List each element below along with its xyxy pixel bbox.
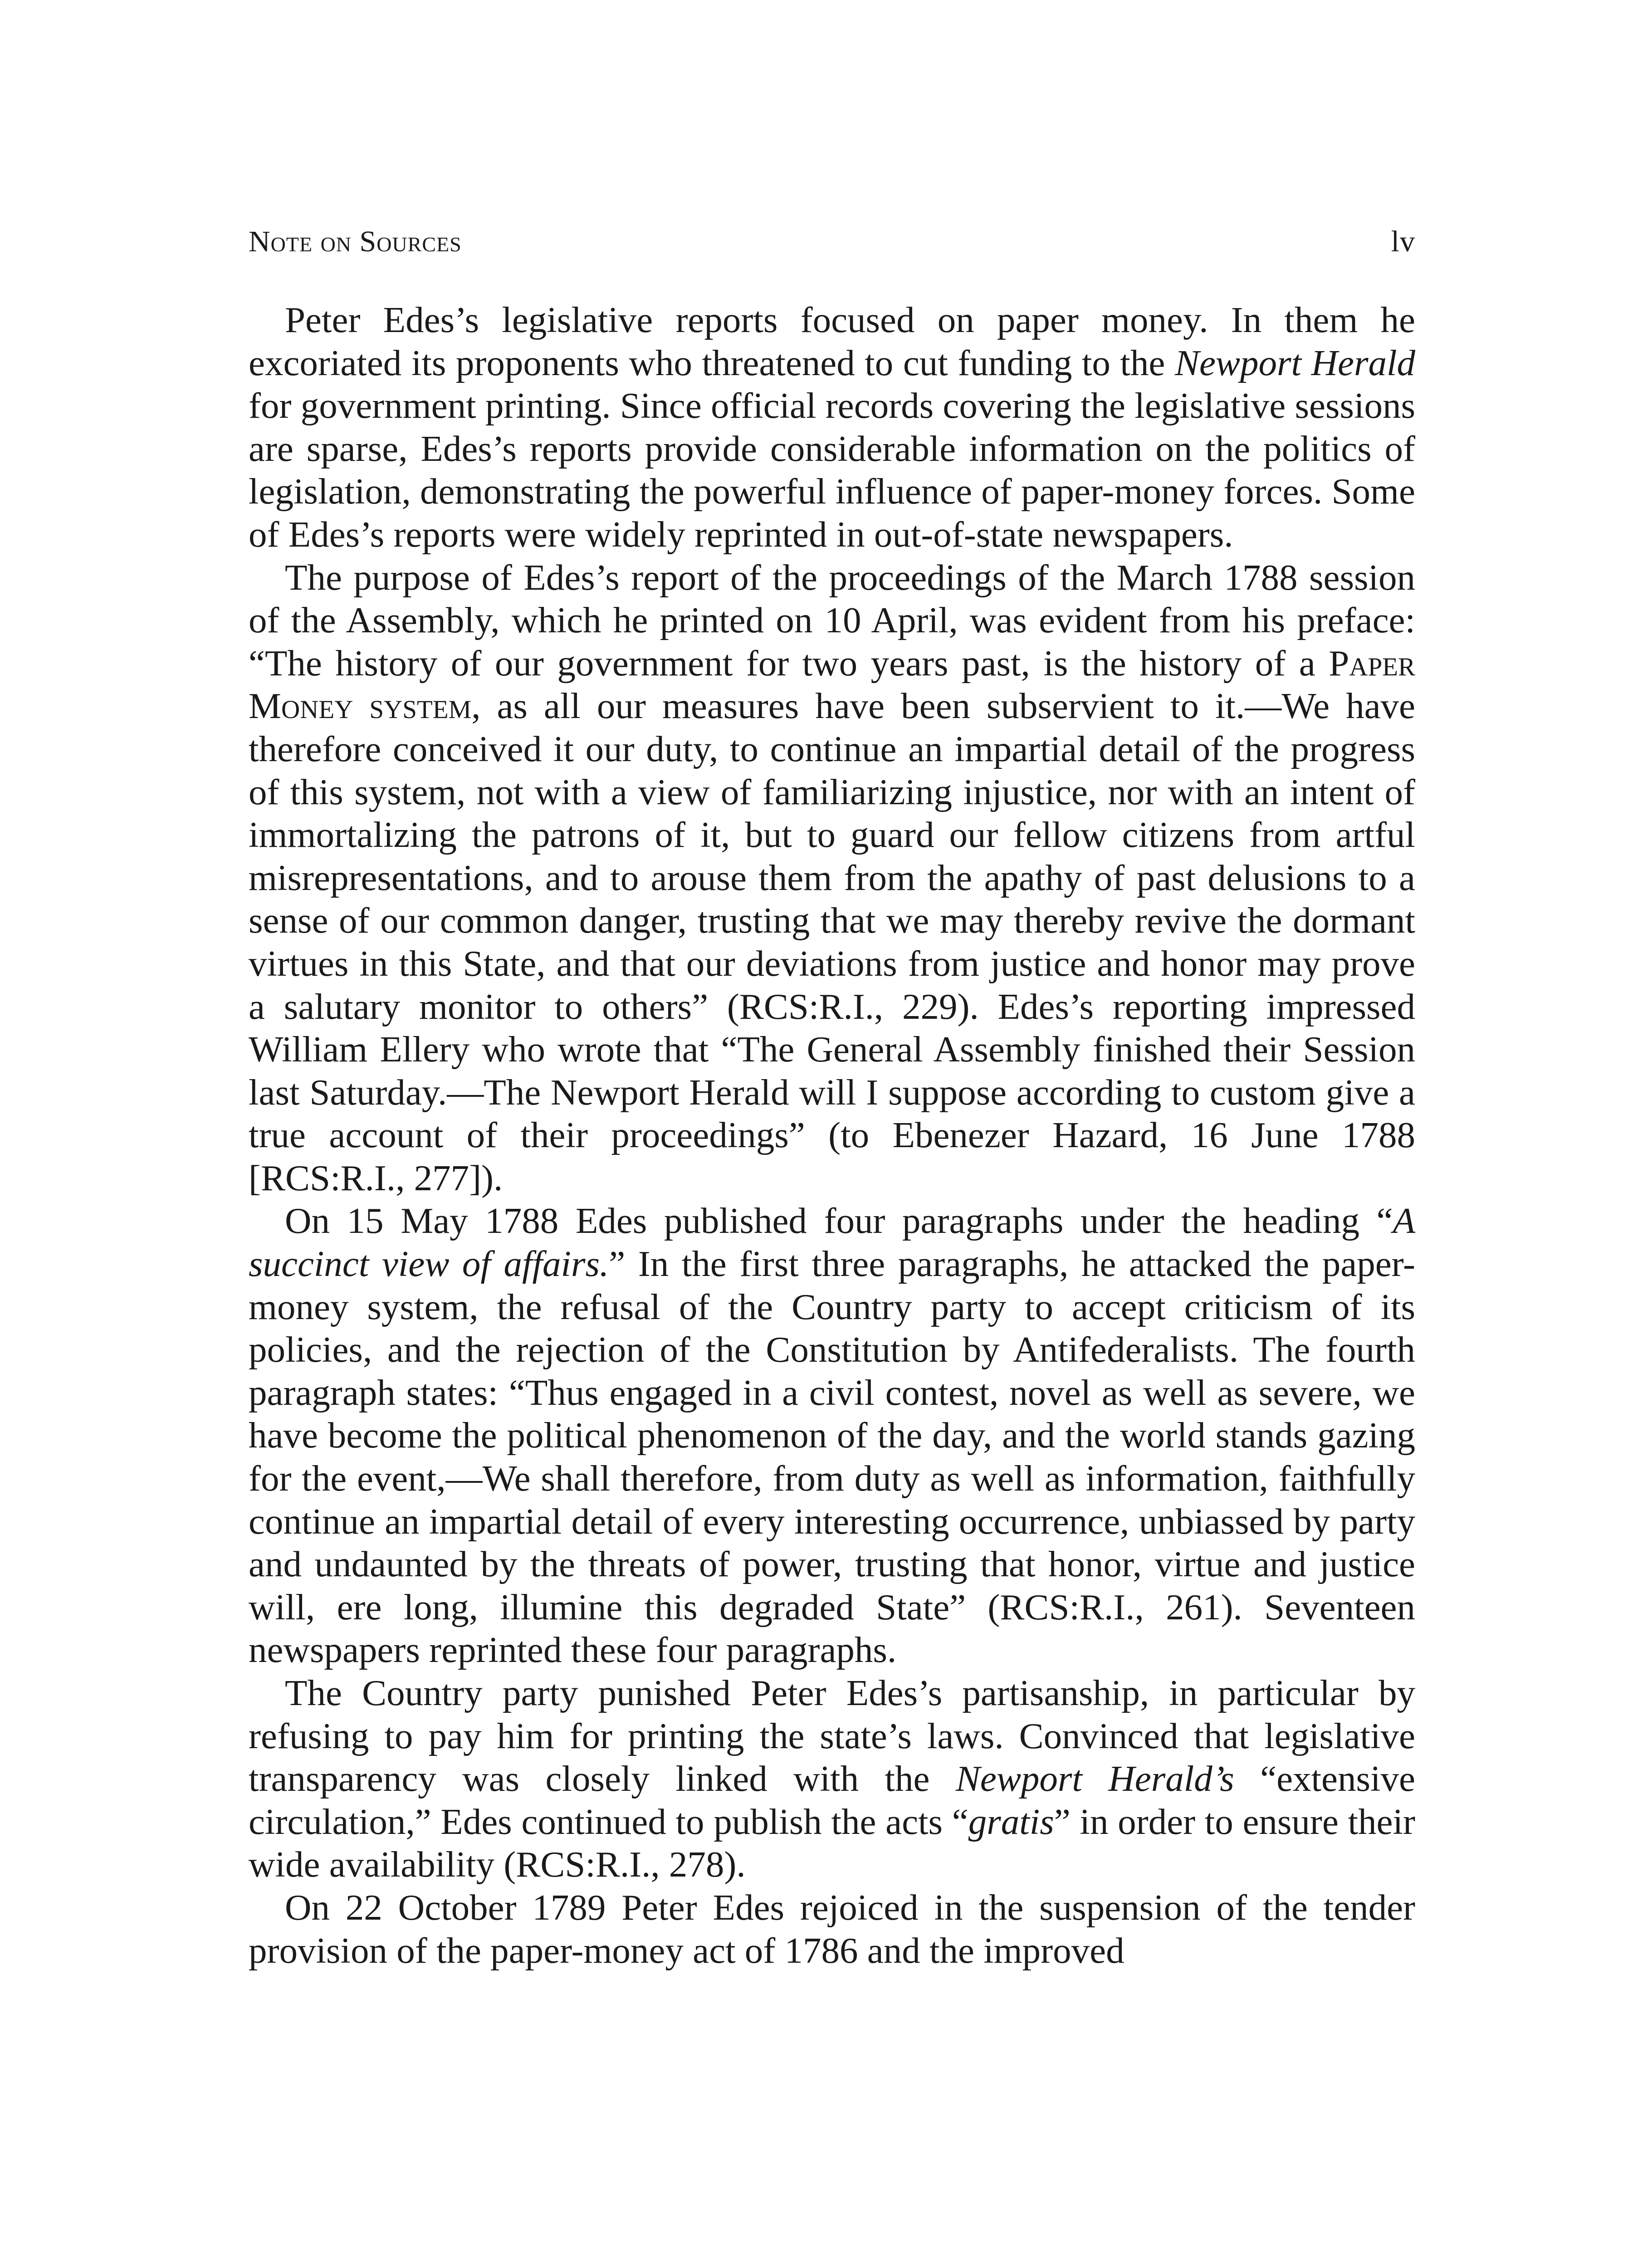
paragraph-text: ” in order to ensure their wide availability (RCS:R.I., 278). [249,1801,1415,1885]
paragraph-2 [249,556,1415,1200]
italic-text: gratis [968,1801,1054,1842]
paragraph-text: ” In the first three paragraphs, he attacked the paper-money system, the refusal of the Country party to accept criticism of its policies, and the rejection of the Constitution by Antifederalists. The fourth paragraph states: “Thus engaged in a civil contest, novel as well as severe, we have become the political phenomenon of the day, and the world stands gazing for the event,—We shall therefore, from duty as well as information, faithfully continue an impartial detail of every interesting occurrence, unbiassed by party and undaunted by the threats of power, trusting that honor, virtue and justice will, ere long, illumine this degraded State” (RCS:R.I., 261). Seventeen newspapers reprinted these four paragraphs. [249,1243,1415,1671]
paragraph-1 [249,298,1415,556]
italic-text: Newport Herald’s [955,1758,1234,1799]
page-number: lv [1391,225,1415,258]
paragraph-text: “extensive circulation,” Edes continued to publish the acts “ [249,1758,1415,1842]
paragraph-text: Peter Edes’s legislative reports focused on paper money. In them he excoriated its proponents who threatened to cut funding to the [249,299,1415,383]
paragraph-text: , as all our measures have been subservient to it.—We have therefore conceived it our duty, to continue an impartial detail of the progress of this system, not with a view of familiarizing injustice, nor with an intent of immortalizing the patrons of it, but to guard our fellow citizens from artful misrepresentations, and to arouse them from the apathy of past delusions to a sense of our common danger, trusting that we may thereby revive the dormant virtues in this State, and that our deviations from justice and honor may prove a salutary monitor to others” (RCS:R.I., 229). Edes’s reporting impressed William Ellery who wrote that “The General Assembly finished their Session last Saturday.—The Newport Herald will I suppose according to custom give a true account of their proceedings” (to Ebenezer Hazard, 16 June 1788 [RCS:R.I., 277]). [249,685,1416,1198]
paragraph-text: The Country party punished Peter Edes’s partisanship, in particular by refusing to pay him for printing the state’s laws. Convinced that legislative transparency was closely linked with the [249,1672,1415,1799]
paragraph-text: for government printing. Since official records covering the legislative sessions are sparse, Edes’s reports provide considerable information on the politics of legislation, demonstrating the powerful influence of paper-money forces. Some of Edes’s reports were widely reprinted in out-of-state newspapers. [249,385,1415,555]
paragraph-text: On 22 October 1789 Peter Edes rejoiced in the suspension of the tender provision of the paper-money act of 1786 and the improved [249,1887,1415,1971]
body-text [249,298,1415,1972]
small-caps-text: Paper Money system [249,642,1415,727]
paragraph-4 [249,1672,1415,1886]
section-title: Note on Sources [249,225,462,258]
paragraph-5 [249,1886,1415,1972]
paragraph-text: On 15 May 1788 Edes published four paragraphs under the heading “ [285,1200,1393,1242]
paragraph-text: The purpose of Edes’s report of the proceedings of the March 1788 session of the Assembly, which he printed on 10 April, was evident from his preface: “The history of our government for two years past, is the history of a [249,557,1415,684]
italic-text: A succinct view of affairs. [249,1200,1415,1285]
italic-text: Newport Herald [1174,342,1415,383]
running-head [249,217,1415,267]
paragraph-3 [249,1199,1415,1672]
